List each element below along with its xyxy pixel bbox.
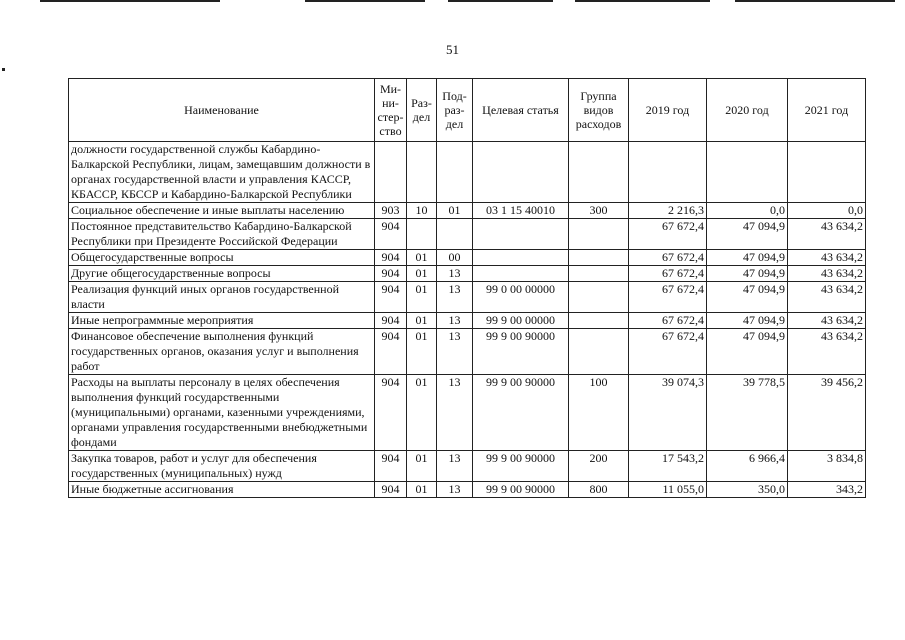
header-row (69, 79, 866, 142)
row-subsection: 13 (437, 313, 473, 329)
row-2021: 43 634,2 (788, 282, 866, 313)
row-group (569, 142, 629, 203)
col-header-2019: 2019 год (629, 79, 707, 142)
col-header-2020: 2020 год (707, 79, 788, 142)
row-2019: 67 672,4 (629, 219, 707, 250)
scan-edge-line (575, 0, 710, 2)
row-name: Социальное обеспечение и иные выплаты населению (69, 203, 375, 219)
row-section (407, 219, 437, 250)
row-2020 (707, 142, 788, 203)
row-group: 100 (569, 375, 629, 451)
row-2021: 343,2 (788, 482, 866, 498)
col-header-2021: 2021 год (788, 79, 866, 142)
row-target: 99 0 00 00000 (473, 282, 569, 313)
row-section: 01 (407, 329, 437, 375)
row-2019 (629, 142, 707, 203)
row-2019: 67 672,4 (629, 313, 707, 329)
row-2019: 67 672,4 (629, 266, 707, 282)
row-2021: 3 834,8 (788, 451, 866, 482)
table-row (69, 250, 866, 266)
row-target: 99 9 00 90000 (473, 375, 569, 451)
row-2021: 43 634,2 (788, 329, 866, 375)
row-ministry: 904 (375, 266, 407, 282)
row-target (473, 142, 569, 203)
row-2020: 0,0 (707, 203, 788, 219)
row-2020: 47 094,9 (707, 219, 788, 250)
row-2021 (788, 142, 866, 203)
row-target (473, 266, 569, 282)
row-section: 10 (407, 203, 437, 219)
row-subsection: 13 (437, 266, 473, 282)
row-name: Реализация функций иных органов государственной власти (69, 282, 375, 313)
row-name: Другие общегосударственные вопросы (69, 266, 375, 282)
table-row (69, 142, 866, 203)
row-target: 99 9 00 00000 (473, 313, 569, 329)
table-row (69, 282, 866, 313)
row-group: 200 (569, 451, 629, 482)
row-name: Иные бюджетные ассигнования (69, 482, 375, 498)
row-subsection (437, 142, 473, 203)
row-2019: 17 543,2 (629, 451, 707, 482)
row-subsection: 13 (437, 282, 473, 313)
row-ministry: 904 (375, 313, 407, 329)
table-row (69, 203, 866, 219)
row-section: 01 (407, 313, 437, 329)
row-2020: 47 094,9 (707, 282, 788, 313)
row-2019: 67 672,4 (629, 329, 707, 375)
row-name: Иные непрограммные мероприятия (69, 313, 375, 329)
row-2020: 47 094,9 (707, 250, 788, 266)
row-name: Общегосударственные вопросы (69, 250, 375, 266)
row-ministry: 904 (375, 219, 407, 250)
scan-edge-line (448, 0, 553, 2)
row-section: 01 (407, 266, 437, 282)
row-2021: 39 456,2 (788, 375, 866, 451)
row-name: Финансовое обеспечение выполнения функций государственных органов, оказания услуг и выполнения работ (69, 329, 375, 375)
row-ministry: 904 (375, 375, 407, 451)
col-header-target: Целевая статья (473, 79, 569, 142)
col-header-ministry: Ми-ни-стер-ство (375, 79, 407, 142)
col-header-subsection: Под-раз-дел (437, 79, 473, 142)
row-target: 99 9 00 90000 (473, 482, 569, 498)
row-ministry: 904 (375, 329, 407, 375)
row-ministry: 904 (375, 282, 407, 313)
col-header-group: Группа видов расходов (569, 79, 629, 142)
row-subsection (437, 219, 473, 250)
scan-edge-line (40, 0, 220, 2)
row-target: 99 9 00 90000 (473, 451, 569, 482)
row-2021: 43 634,2 (788, 266, 866, 282)
row-group (569, 250, 629, 266)
row-group (569, 219, 629, 250)
row-2019: 39 074,3 (629, 375, 707, 451)
row-target (473, 219, 569, 250)
row-group: 300 (569, 203, 629, 219)
row-2021: 43 634,2 (788, 313, 866, 329)
col-header-section: Раз-дел (407, 79, 437, 142)
row-subsection: 01 (437, 203, 473, 219)
row-2020: 47 094,9 (707, 313, 788, 329)
page-number: 51 (446, 42, 459, 57)
row-section (407, 142, 437, 203)
col-header-name: Наименование (69, 79, 375, 142)
row-ministry (375, 142, 407, 203)
table-row (69, 219, 866, 250)
row-2020: 47 094,9 (707, 266, 788, 282)
row-section: 01 (407, 482, 437, 498)
row-2021: 43 634,2 (788, 219, 866, 250)
row-2021: 43 634,2 (788, 250, 866, 266)
row-subsection: 13 (437, 482, 473, 498)
table-row (69, 482, 866, 498)
row-group (569, 329, 629, 375)
row-section: 01 (407, 282, 437, 313)
row-2020: 350,0 (707, 482, 788, 498)
row-section: 01 (407, 451, 437, 482)
row-2019: 67 672,4 (629, 282, 707, 313)
table-row (69, 313, 866, 329)
row-subsection: 00 (437, 250, 473, 266)
row-ministry: 904 (375, 250, 407, 266)
scan-edge-line (305, 0, 425, 2)
table-row (69, 329, 866, 375)
row-group (569, 266, 629, 282)
row-ministry: 904 (375, 482, 407, 498)
row-group (569, 313, 629, 329)
row-target: 99 9 00 90000 (473, 329, 569, 375)
row-2020: 47 094,9 (707, 329, 788, 375)
row-2020: 39 778,5 (707, 375, 788, 451)
row-ministry: 903 (375, 203, 407, 219)
row-target (473, 250, 569, 266)
row-group: 800 (569, 482, 629, 498)
margin-mark (2, 68, 5, 71)
row-section: 01 (407, 250, 437, 266)
row-subsection: 13 (437, 375, 473, 451)
row-target: 03 1 15 40010 (473, 203, 569, 219)
row-group (569, 282, 629, 313)
table-row (69, 451, 866, 482)
row-name: Расходы на выплаты персоналу в целях обеспечения выполнения функций государственными (муниципальными) органами, казенными учреждениями, органами управления государственными внебюджетными фондами (69, 375, 375, 451)
table-row (69, 375, 866, 451)
row-2019: 67 672,4 (629, 250, 707, 266)
budget-table (68, 78, 866, 498)
row-name: Закупка товаров, работ и услуг для обеспечения государственных (муниципальных) нужд (69, 451, 375, 482)
table-row (69, 266, 866, 282)
row-subsection: 13 (437, 451, 473, 482)
row-2019: 2 216,3 (629, 203, 707, 219)
row-2020: 6 966,4 (707, 451, 788, 482)
row-section: 01 (407, 375, 437, 451)
row-name: Постоянное представительство Кабардино-Балкарской Республики при Президенте Российской Федерации (69, 219, 375, 250)
row-ministry: 904 (375, 451, 407, 482)
row-subsection: 13 (437, 329, 473, 375)
scan-edge-line (735, 0, 895, 2)
row-2021: 0,0 (788, 203, 866, 219)
row-name: должности государственной службы Кабардино-Балкарской Республики, лицам, замещавшим должности в органах государственной власти и управления КАССР, КБАССР, КБССР и Кабардино-Балкарской Республики (69, 142, 375, 203)
row-2019: 11 055,0 (629, 482, 707, 498)
